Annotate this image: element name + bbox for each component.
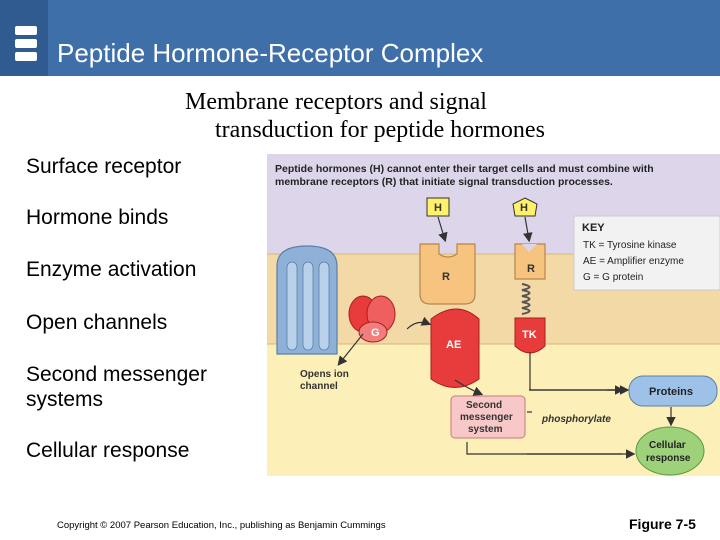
receptor-figure <box>267 154 720 476</box>
amplifier-enzyme <box>431 309 479 388</box>
title-bar <box>0 0 720 76</box>
figure-caption-line-2: membrane receptors (R) that initiate signal transduction processes. <box>275 176 613 188</box>
logo-block-3 <box>15 52 37 61</box>
subtitle-line-1: Membrane receptors and signal <box>185 89 487 115</box>
slide-subtitle <box>185 88 655 144</box>
cellular-response-line-1: Cellular <box>649 440 686 451</box>
hormone-left-label: H <box>434 202 442 214</box>
amplifier-enzyme-label: AE <box>446 339 462 351</box>
key-item-tk: TK = Tyrosine kinase <box>583 240 677 251</box>
figure-label: Figure 7-5 <box>629 516 696 532</box>
bullet-surface-receptor: Surface receptor <box>26 155 182 178</box>
g-protein-label: G <box>371 327 380 339</box>
bullet-second-messenger: Second messenger <box>26 363 207 386</box>
second-messenger-line-3: system <box>468 424 503 435</box>
ion-channel-label-line-2: channel <box>300 381 338 392</box>
logo-block-2 <box>15 39 37 48</box>
receptor-right-label: R <box>527 263 535 275</box>
bullet-enzyme-activation: Enzyme activation <box>26 258 197 281</box>
slide-title: Peptide Hormone-Receptor Complex <box>57 38 484 68</box>
proteins-box <box>629 376 717 406</box>
ion-channel <box>277 246 337 354</box>
hormone-left <box>427 198 449 216</box>
proteins-label: Proteins <box>649 386 694 398</box>
bullet-systems: systems <box>26 388 104 411</box>
phosphorylate-label: phosphorylate <box>542 414 611 425</box>
receptor-right <box>515 244 545 279</box>
figure-caption-line-1: Peptide hormones (H) cannot enter their target cells and must combine with <box>275 163 654 175</box>
bullet-hormone-binds: Hormone binds <box>26 206 169 229</box>
subtitle-line-2: transduction for peptide hormones <box>215 117 545 143</box>
bullet-cellular-response: Cellular response <box>26 439 190 462</box>
receptor-left-label: R <box>442 271 450 283</box>
tyrosine-kinase <box>515 318 545 353</box>
logo-block-1 <box>15 26 37 35</box>
cellular-response-circle <box>636 427 704 475</box>
second-messenger-line-1: Second <box>466 400 503 411</box>
copyright-notice: Copyright © 2007 Pearson Education, Inc., publishing as Benjamin Cummings <box>57 520 386 531</box>
tyrosine-kinase-label: TK <box>522 329 537 341</box>
ion-channel-label-line-1: Opens ion <box>300 369 349 380</box>
hormone-right-label: H <box>520 202 528 214</box>
key-item-ae: AE = Amplifier enzyme <box>583 256 684 267</box>
key-title: KEY <box>582 222 605 234</box>
second-messenger-line-2: messenger <box>460 412 513 423</box>
key-box <box>574 216 720 290</box>
cellular-response-line-2: response <box>646 453 691 464</box>
bullet-open-channels: Open channels <box>26 311 168 334</box>
logo-strip <box>0 0 48 76</box>
key-item-g: G = G protein <box>583 272 644 283</box>
second-messenger-box <box>451 396 525 438</box>
